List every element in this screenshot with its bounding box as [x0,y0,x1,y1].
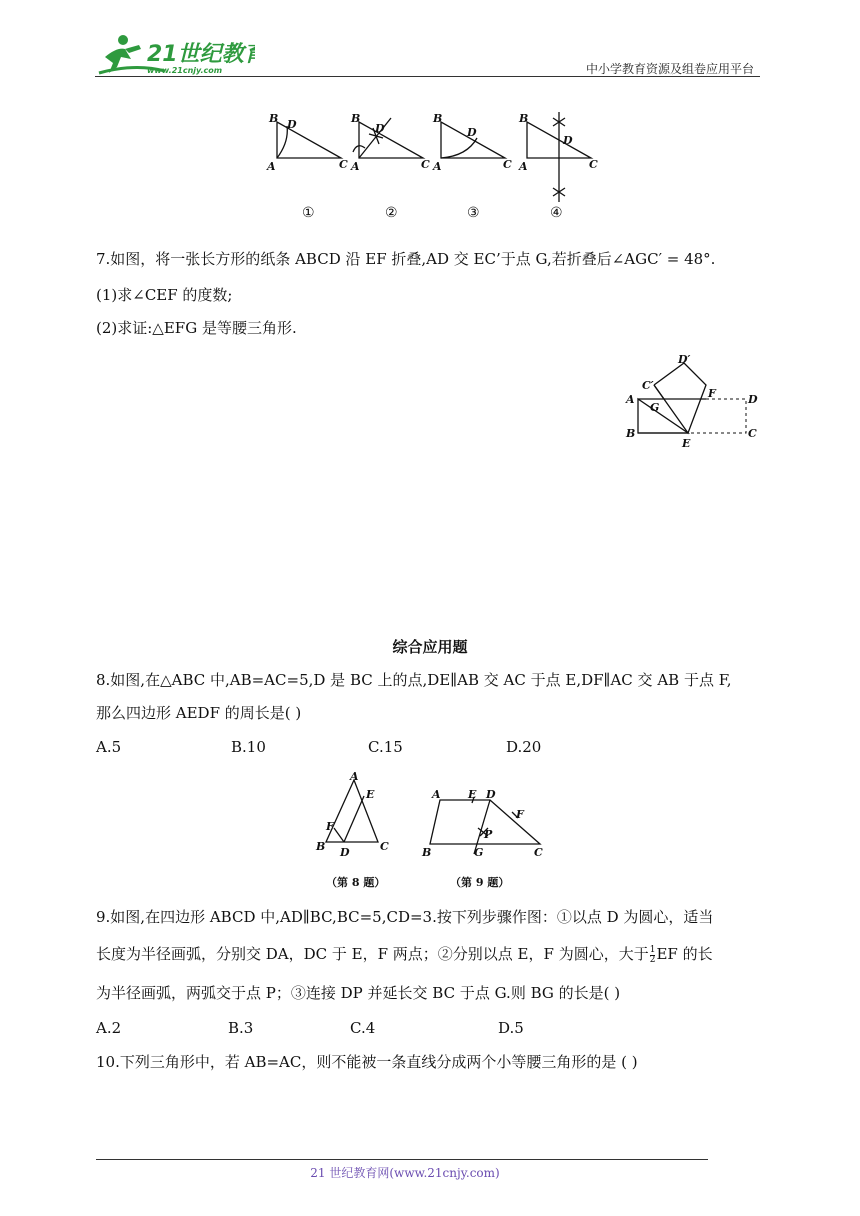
q7-stem: 7.如图，将一张长方形的纸条 ABCD 沿 EF 折叠,AD 交 EC’于点 G,若折叠后∠AGC′ = 48°. [96,250,716,268]
svg-text:D: D [375,122,385,135]
svg-text:C: C [421,158,430,171]
q8-line1: 8.如图,在△ABC 中,AB=AC=5,D 是 BC 上的点,DE∥AB 交 AC 于点 E,DF∥AC 交 AB 于点 F, [96,671,732,689]
footer-divider [96,1159,708,1160]
q7-figure [620,355,770,454]
q9-figure-caption: （第 9 题） [450,876,510,889]
svg-text:D: D [287,118,297,131]
svg-text:A: A [626,393,635,406]
q9-line2-start: 长度为半径画弧，分别交 DA，DC 于 E，F 两点；②分别以点 E，F 为圆心，大于 [96,945,649,963]
q9-line2-end: EF 的长 [656,945,713,963]
svg-text:G: G [474,846,484,859]
svg-text:E: E [682,437,691,450]
svg-text:B: B [433,112,443,125]
svg-text:B: B [519,112,529,125]
svg-text:F: F [326,820,334,833]
header-divider [95,76,760,77]
q9-option-c: C.4 [350,1019,376,1037]
svg-text:B: B [351,112,361,125]
svg-text:D: D [486,788,496,801]
figure-label-3: ③ [467,205,480,221]
logo-subtext: www.21cnjy.com [147,66,223,75]
q9-option-a: A.2 [96,1019,122,1037]
section-title: 综合应用题 [392,638,468,656]
svg-text:D: D [340,846,350,859]
svg-text:C: C [339,158,348,171]
svg-text:D: D [563,134,573,147]
svg-text:E: E [366,788,375,801]
footer-link[interactable]: 21 世纪教育网(www.21cnjy.com) [310,1166,500,1180]
triangle-abc-diagram [312,770,402,860]
q8-figure-caption: （第 8 题） [326,876,386,889]
svg-text:A: A [519,160,528,173]
svg-text:C: C [534,846,543,859]
svg-text:A: A [267,160,276,173]
logo-text: 21世纪教育 [147,42,255,67]
q8-line2: 那么四边形 AEDF 的周长是( ) [96,704,302,722]
svg-text:B: B [626,427,636,440]
svg-text:A: A [433,160,442,173]
svg-text:A: A [351,160,360,173]
svg-text:D: D [748,393,758,406]
q9-option-d: D.5 [498,1019,524,1037]
q8-figure [312,770,402,864]
q8-option-a: A.5 [96,738,122,756]
svg-text:F: F [516,808,524,821]
svg-text:B: B [316,840,326,853]
q7-part2: (2)求证:△EFG 是等腰三角形. [96,319,297,337]
q8-option-d: D.20 [506,738,542,756]
q9-line3: 为半径画弧，两弧交于点 P；③连接 DP 并延长交 BC 于点 G.则 BG 的长是( ) [96,984,621,1002]
svg-text:A: A [432,788,441,801]
svg-text:A: A [350,770,359,783]
svg-text:C′: C′ [642,379,654,392]
q9-line2 [96,944,713,965]
fraction-numerator: 1 [649,944,656,955]
svg-text:F: F [708,387,716,400]
fraction-half [650,946,656,965]
svg-text:C: C [748,427,757,440]
svg-text:C: C [503,158,512,171]
svg-text:D′: D′ [678,355,691,366]
quadrilateral-abcd-diagram [418,780,548,860]
svg-text:C: C [589,158,598,171]
q8-option-b: B.10 [231,738,266,756]
svg-text:P: P [484,828,493,841]
svg-text:E: E [468,788,477,801]
header-platform-text: 中小学教育资源及组卷应用平台 [585,62,754,76]
q10-stem: 10.下列三角形中，若 AB=AC，则不能被一条直线分成两个小等腰三角形的是 ( ) [96,1053,638,1071]
q8-option-c: C.15 [368,738,403,756]
folded-rectangle-diagram [620,355,770,450]
svg-text:B: B [422,846,432,859]
q9-figure [418,780,548,864]
figure-label-2: ② [385,205,398,221]
q9-option-b: B.3 [228,1019,254,1037]
site-logo [95,33,255,81]
fraction-denominator: 2 [649,954,656,965]
q7-part1: (1)求∠CEF 的度数; [96,286,233,304]
figure-label-4: ④ [550,205,563,221]
svg-text:D: D [467,126,477,139]
q9-line1: 9.如图,在四边形 ABCD 中,AD∥BC,BC=5,CD=3.按下列步骤作图：①以点 D 为圆心，适当 [96,908,714,926]
svg-text:B: B [269,112,279,125]
figure-label-1: ① [302,205,315,221]
svg-text:C: C [380,840,389,853]
svg-text:G: G [650,401,660,414]
runner-logo-icon [95,33,255,77]
